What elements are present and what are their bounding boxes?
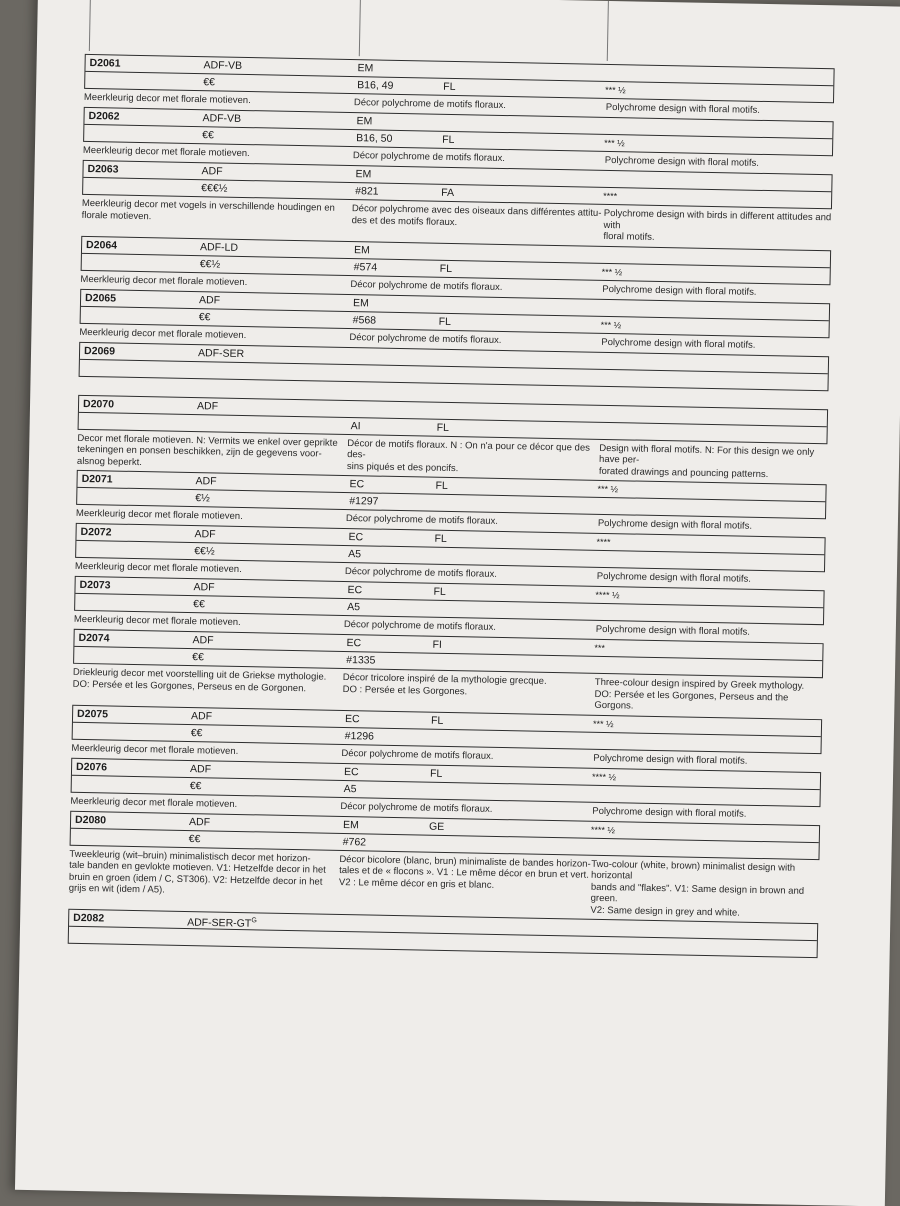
entry-price: €€€½ (201, 182, 228, 195)
entry-price: €€ (202, 129, 215, 142)
entry-col2-b: B16, 50 (356, 132, 393, 145)
description-dutch: Meerkleurig decor met florale motieven. (79, 326, 247, 341)
entry-code: D2070 (82, 397, 115, 411)
description-english: Polychrome design with floral motifs. (602, 283, 757, 298)
entry-code: D2076 (75, 760, 108, 773)
entry-code: D2080 (74, 813, 107, 826)
description-dutch: Meerkleurig decor met florale motieven. (73, 613, 241, 629)
entry-code: D2072 (80, 525, 112, 539)
entry-code: D2064 (86, 238, 118, 252)
entry-type-text: ADF (194, 528, 216, 541)
entry-rating-b: *** ½ (605, 84, 626, 96)
description-english: Polychrome design with floral motifs. (597, 517, 753, 532)
entry-col3-b: FA (441, 186, 455, 200)
description-english: Polychrome design with floral motifs. (604, 154, 760, 169)
entry-type-text: ADF (196, 399, 219, 413)
entry-rating-a: **** ½ (595, 589, 620, 601)
entry-code: D2075 (77, 707, 109, 720)
entry-code: D2071 (81, 472, 113, 486)
entry-col2-a: EC (343, 765, 359, 778)
description-english (600, 389, 828, 405)
entry-price: €€ (190, 726, 203, 739)
description-dutch (67, 947, 337, 964)
entry-type-text: ADF-SER (197, 346, 245, 360)
description-french: Décor polychrome de motifs floraux. (343, 618, 497, 633)
entry-col2-a: EM (355, 168, 372, 181)
entry-col3-b: FL (443, 80, 456, 94)
description-french: Décor polychrome de motifs floraux. (344, 565, 498, 580)
description-french: Décor polychrome de motifs floraux. (341, 747, 494, 762)
entry-col2-b: #1335 (346, 654, 376, 667)
entry-col2-b: #821 (355, 185, 379, 198)
entry-price: €€ (193, 598, 206, 611)
entry-col3-b: FL (439, 262, 453, 275)
description-dutch: Meerkleurig decor met florale motieven. (70, 795, 238, 810)
description-english: Polychrome design with floral motifs. (601, 336, 756, 351)
description-french (337, 952, 589, 969)
entry-price: €½ (195, 492, 210, 505)
description-english: Polychrome design with floral motifs. (605, 101, 761, 116)
entry-code: D2063 (87, 162, 119, 176)
entry-type (197, 400, 218, 412)
entry-col3-a: FL (435, 479, 448, 492)
description-french: Décor tricolore inspiré de la mythologie grecque. DO : Persée et les Gorgones. (342, 671, 547, 697)
description-dutch (78, 379, 348, 396)
entry-col2-a: EC (349, 478, 365, 491)
entry-col2-a: EC (346, 637, 362, 650)
description-french: Décor polychrome de motifs floraux. (349, 331, 502, 346)
entry-type (189, 816, 210, 828)
description-dutch: Meerkleurig decor met florale motieven. (82, 144, 250, 160)
description-french: Décor polychrome de motifs floraux. (350, 278, 503, 293)
entry-price: €€ (188, 832, 201, 845)
entry-type-text: ADF (198, 293, 221, 307)
entry-type-text: ADF (192, 634, 214, 647)
entry-col2-b: #568 (352, 313, 377, 327)
description-english: Polychrome design with floral motifs. (595, 623, 751, 638)
entry-col2-a: EM (352, 296, 369, 309)
description-dutch: Decor met florale motieven. N: Vermits we enkel over geprikte tekeningen en ponsen beschikken, zijn de gegevens voor- alsnog beperkt. (76, 432, 338, 468)
entry-col2-a: EM (353, 243, 370, 256)
entry-rating-a: *** (594, 642, 606, 654)
entry-price: €€½ (194, 545, 215, 558)
binding-line (89, 0, 91, 51)
entry-col3-b: FL (442, 133, 455, 147)
description-french: Décor polychrome de motifs floraux. (345, 513, 499, 527)
entry-col2-a: EC (347, 584, 363, 597)
entry-code: D2061 (89, 57, 121, 70)
description-english: Polychrome design with floral motifs. (596, 570, 752, 585)
binding-line (359, 0, 361, 56)
entry-type-text: ADF-VB (202, 112, 242, 125)
entry-col2-a: EC (344, 712, 360, 725)
entry-type (203, 59, 242, 72)
entry-type-text: ADF (189, 762, 212, 775)
entry-col3-a: FL (434, 532, 447, 545)
entry-rating-b: *** ½ (600, 319, 622, 330)
entry-code: D2065 (84, 291, 117, 305)
entry-type-text: ADF-SER-GT (187, 916, 252, 930)
entry-col3-a: FL (429, 767, 443, 780)
entry-type (190, 763, 211, 775)
entry-rating-b: *** ½ (601, 266, 623, 277)
description-english: Polychrome design with floral motifs. (593, 752, 748, 767)
description-english: Two-colour (white, brown) minimalist design with horizontal bands and "flakes". V1: Same design in brown and green. V2: Same design in grey and white. (590, 858, 805, 919)
entry-col3-b: FL (436, 421, 450, 434)
description-french: Décor polychrome de motifs floraux. (353, 97, 507, 112)
description-english: Polychrome design with floral motifs. (592, 805, 747, 820)
entry-col2-b: #1297 (349, 495, 379, 508)
catalogue-entry (68, 810, 820, 923)
entry-col2-b: #762 (342, 835, 367, 848)
description-english: Polychrome design with birds in different attitudes and with floral motifs. (603, 207, 832, 243)
entry-type-text: ADF (188, 815, 211, 828)
entry-type-text: ADF (190, 709, 213, 722)
entry-rating-a: **** (596, 536, 611, 548)
entry-code: D2073 (79, 578, 111, 592)
entry-rating-a: *** ½ (592, 718, 614, 729)
entry-rating-b: *** ½ (604, 137, 625, 149)
binding-line (607, 1, 609, 61)
catalogue-page (15, 0, 900, 1206)
type-superscript: G (251, 917, 257, 925)
entry-type (201, 165, 222, 177)
entry-price: €€ (192, 651, 205, 664)
entry-code: D2082 (73, 911, 105, 925)
entry-rating-a: **** ½ (590, 824, 616, 835)
entry-type (198, 347, 244, 360)
entry-rating-b: **** (603, 190, 618, 202)
entry-col2-b: A5 (343, 782, 357, 795)
description-dutch: Meerkleurig decor met florale motieven. (83, 91, 251, 107)
entry-code: D2074 (78, 631, 110, 645)
description-dutch: Meerkleurig decor met florale motieven. (80, 273, 248, 288)
description-english: Three-colour design inspired by Greek mythology. DO: Persée et les Gorgones, Perseus and the Gorgons. (594, 676, 805, 712)
entry-col2-b: B16, 49 (357, 79, 394, 92)
entry-col2-a: EC (348, 531, 364, 544)
entry-col3-a: GE (428, 820, 445, 833)
description-dutch: Meerkleurig decor met vogels in verschillende houdingen en florale motieven. (81, 197, 335, 222)
entry-list (67, 54, 834, 976)
entry-type-text: ADF (193, 581, 215, 594)
entry-price: €€½ (199, 257, 221, 271)
description-english: Design with floral motifs. N: For this design we only have per- forated drawings and pouncing patterns. (598, 442, 815, 480)
entry-type (200, 241, 238, 254)
entry-price: €€ (189, 779, 202, 792)
entry-col3-a: FI (432, 638, 442, 651)
description-french (348, 385, 600, 402)
entry-code: D2069 (83, 344, 116, 358)
description-dutch: Meerkleurig decor met florale motieven. (74, 560, 242, 576)
entry-price: €€ (203, 76, 216, 89)
description-dutch: Driekleurig decor met voorstelling uit de Griekse mythologie. DO: Persée et les Gorgones, Perseus en de Gorgonen. (72, 666, 327, 694)
entry-type (195, 475, 216, 487)
description-dutch: Meerkleurig decor met florale motieven. (71, 742, 239, 757)
entry-col2-b: A5 (348, 548, 362, 561)
entry-col2-b: #574 (353, 260, 378, 274)
description-french: Décor polychrome de motifs floraux. (352, 150, 506, 164)
entry-type-text: ADF (201, 165, 223, 178)
entry-type (199, 294, 220, 306)
catalogue-entry (72, 629, 823, 719)
description-french: Décor polychrome avec des oiseaux dans différentes attitu- des et des motifs floraux. (351, 203, 602, 228)
entry-col2-a: EM (342, 818, 359, 831)
entry-col2-b: AI (350, 419, 361, 432)
entry-type (191, 710, 212, 722)
entry-col2-a: EM (356, 115, 373, 128)
entry-col3-b: FL (438, 315, 452, 328)
description-dutch: Tweekleurig (wit–bruin) minimalistisch decor met horizon- tale banden en gevlokte motieven. V1: Hetzelfde decor in het bruin en groen (idem / C, ST306). V2: Hetzelfde decor in het grijs en wit (idem / A5). (68, 848, 326, 896)
entry-code: D2062 (88, 109, 120, 123)
description-french: Décor polychrome de motifs floraux. (340, 800, 493, 815)
description-french: Décor bicolore (blanc, brun) minimaliste de bandes horizon- tales et de « flocons ». V1 : Le même décor en brun et vert. V2 : Le même décor en gris et blanc. (338, 853, 591, 891)
entry-type (193, 581, 214, 593)
description-dutch: Meerkleurig decor met florale motieven. (75, 507, 243, 523)
entry-type-text: ADF-LD (199, 240, 239, 254)
entry-type-text: ADF (195, 475, 217, 488)
catalogue-entry (81, 160, 832, 250)
entry-rating-a: **** ½ (591, 771, 617, 782)
entry-col2-a: EM (357, 62, 374, 75)
entry-type (202, 112, 241, 125)
entry-type (194, 528, 215, 540)
catalogue-entry (77, 394, 828, 484)
description-english (589, 957, 817, 973)
entry-col3-a: FL (433, 585, 446, 598)
entry-col2-b: A5 (347, 601, 361, 614)
description-french: Décor de motifs floraux. N : On n'a pour ce décor que des des- sins piqués et des poncifs. (346, 437, 591, 474)
entry-col2-b: #1296 (344, 729, 375, 743)
entry-type (192, 634, 213, 646)
entry-type-text: ADF-VB (203, 59, 243, 72)
entry-rating-a: *** ½ (597, 483, 619, 495)
entry-col3-a: FL (430, 714, 444, 727)
entry-price: €€ (198, 310, 211, 323)
